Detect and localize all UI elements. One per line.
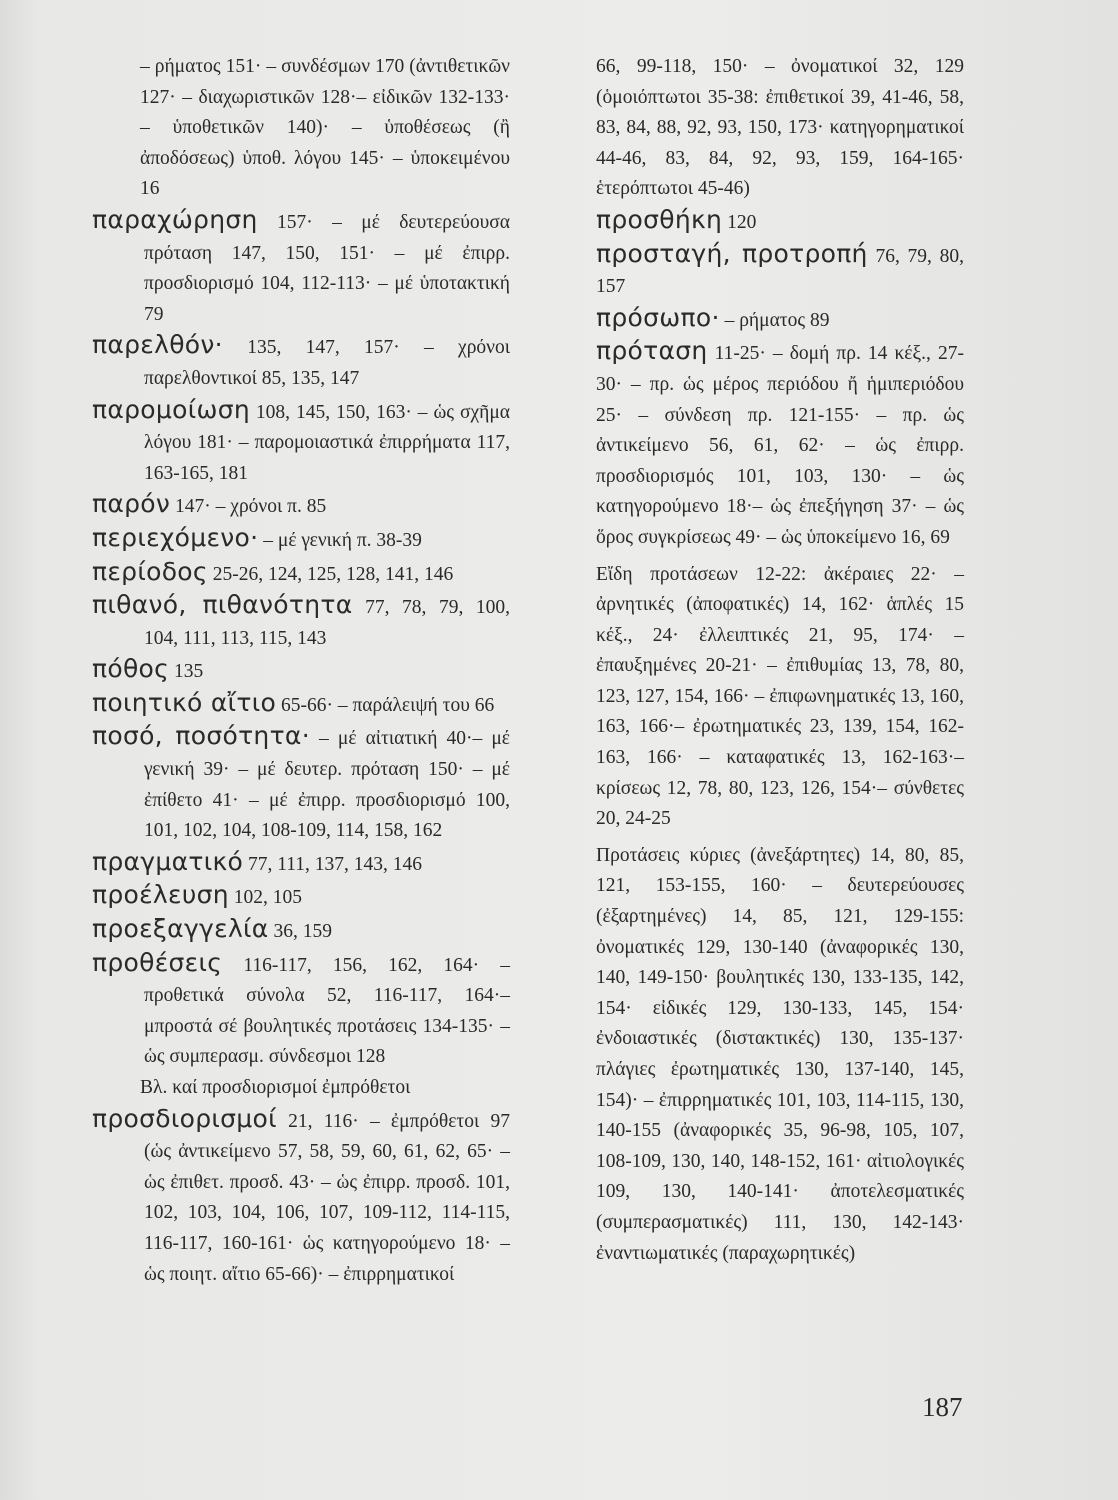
- index-entry-prosopo: [596, 303, 964, 337]
- entry-head: προσταγή, προτροπή: [596, 238, 868, 268]
- entry-head: πόθος: [92, 654, 170, 684]
- entry-head: παρόν: [92, 489, 171, 519]
- entry-head: ποιητικό αἴτιο: [92, 687, 277, 717]
- continued-entry: 66, 99-118, 150· – ὀνοματικοί 32, 129 (ὁμοιόπτωτοι 35-38: ἐπιθετικοί 39, 41-46, 58, 83, 84, 88, 92, 93, 150, 173· κατηγορηματικοί 44-46, 83, 84, 92, 93, 159, 164-165· ἑτερόπτωτοι 45-46): [596, 56, 964, 200]
- entry-head: περίοδος: [92, 556, 208, 586]
- entry-text: 147· – χρόνοι π. 85: [175, 496, 327, 518]
- entry-text: 108, 145, 150, 163· – ὡς σχῆμα λόγου 181· – παρομοιαστικά ἐπιρρήματα 117, 163-165, 181: [144, 401, 510, 484]
- entry-text: 120: [727, 211, 757, 233]
- index-entry-paron: [92, 489, 510, 523]
- entry-head: προσδιορισμοί: [92, 1103, 277, 1133]
- entry-text: 102, 105: [233, 887, 303, 909]
- continued-entry: – ρήματος 151· – συνδέσμων 170 (ἀντιθετικῶν 127· – διαχωριστικῶν 128·– εἰδικῶν 132-133· – ὑποθετικῶν 140)· – ὑποθέσεως (ἢ ἀποδόσεως) ὑποθ. λόγου 145· – ὑποκειμένου 16: [140, 56, 510, 200]
- entry-text: 65-66· – παράλειψή του 66: [280, 694, 495, 716]
- index-entry-proelefsi: [92, 880, 510, 914]
- index-entry-pragmatiko: [92, 847, 510, 881]
- entry-text: 135, 147, 157· – χρόνοι παρελθοντικοί 85, 135, 147: [144, 337, 510, 389]
- entry-text: 157· – μέ δευτερεύουσα πρόταση 147, 150, 151· – μέ ἐπιρρ. προσδιορισμό 104, 112-113· – μέ ὑποτακτική 79: [144, 211, 510, 325]
- index-entry-protasi: [596, 336, 964, 553]
- index-entry-prosthiki: [596, 205, 964, 239]
- index-entry-periodos: [92, 557, 510, 591]
- entry-head: ποσό, ποσότητα·: [92, 721, 310, 751]
- entry-head: προεξαγγελία: [92, 914, 269, 944]
- entry-head: προέλευση: [92, 880, 229, 910]
- entry-text: 21, 116· – ἐμπρόθετοι 97 (ὡς ἀντικείμενο 57, 58, 59, 60, 61, 62, 65· – ὡς ἐπιθετ. προσδ. 43· – ὡς ἐπιρρ. προσδ. 101, 102, 103, 104, 106, 107, 109-112, 114-115, 116-117, 160-161· ὡς κατηγορούμενο 18· – ὡς ποιητ. αἴτιο 65-66)· – ἐπιρρηματικοί: [144, 1110, 510, 1285]
- index-entry-poiitiko-aitio: [92, 688, 510, 722]
- entry-head: πρόταση: [596, 336, 708, 366]
- index-entry-parachorisi: [92, 205, 510, 330]
- entry-head: πρόσωπο·: [596, 302, 720, 332]
- entry-head: παρελθόν·: [92, 330, 223, 360]
- paragraph-protaseis-kyries: Προτάσεις κύριες (ἀνεξάρτητες) 14, 80, 85, 121, 153-155, 160· – δευτερεύουσες (ἐξαρτημένες) 14, 85, 121, 129-155: ὀνοματικές 129, 130-140 (ἀναφορικές 130, 140, 149-150· βουλητικές 130, 133-135, 142, 154· εἰδικές 129, 130-133, 145, 154· ἐνδοιαστικές (διστακτικές) 130, 135-137· πλάγιες ἐρωτηματικές 130, 137-140, 145, 154)· – ἐπιρρηματικές 101, 103, 114-115, 130, 140-155 (ἀναφορικές 35, 96-98, 105, 107, 108-109, 130, 140, 148-152, 161· αἰτιολογικές 109, 130, 140-141· ἀποτελεσματικές (συμπερασματικές) 111, 130, 142-143· ἐναντιωματικές (παραχωρητικές): [596, 844, 964, 1264]
- index-entry-prostagi: [596, 239, 964, 303]
- entry-text: 116-117, 156, 162, 164· – προθετικά σύνολα 52, 116-117, 164·– μπροστά σέ βουλητικές προτάσεις 134-135· – ὡς συμπερασμ. σύνδεσμοι 128: [144, 954, 510, 1068]
- entry-text: 135: [174, 661, 204, 683]
- entry-text: – μέ αἰτιατική 40·– μέ γενική 39· – μέ δευτερ. πρόταση 150· – μέ ἐπίθετο 41· – μέ ἐπιρρ. προσδιορισμό 100, 101, 102, 104, 108-109, 114, 158, 162: [144, 728, 510, 842]
- entry-text: – ρήματος 89: [724, 309, 830, 331]
- entry-head: πραγματικό: [92, 846, 244, 876]
- index-entry-proexangelia: [92, 914, 510, 948]
- see-also-reference: [92, 1073, 510, 1104]
- entry-head: παρομοίωση: [92, 394, 250, 424]
- entry-head: πιθανό, πιθανότητα: [92, 590, 353, 620]
- entry-text: 11-25· – δομή πρ. 14 κέξ., 27-30· – πρ. ὡς μέρος περιόδου ἤ ἡμιπεριόδου 25· – σύνδεση πρ. 121-155· – πρ. ὡς ἀντικείμενο 56, 61, 62· – ὡς ἐπιρρ. προσδιορισμός 101, 103, 130· – ὡς κατηγορούμενο 18·– ὡς ἐπεξήγηση 37· – ὡς ὅρος συγκρίσεως 49· – ὡς ὑποκείμενο 16, 69: [596, 343, 964, 548]
- index-column-right: [596, 52, 964, 1269]
- index-entry-paromoiosi: [92, 395, 510, 490]
- entry-text: 36, 159: [273, 921, 332, 943]
- entry-text: 76, 79, 80, 157: [596, 245, 965, 298]
- entry-text: 77, 111, 137, 143, 146: [248, 853, 423, 875]
- index-entry-parelthon: [92, 330, 510, 394]
- entry-head: παραχώρηση: [92, 204, 258, 234]
- entry-head: προθέσεις: [92, 947, 223, 977]
- entry-text: 77, 78, 79, 100, 104, 111, 113, 115, 143: [144, 597, 510, 649]
- entry-text: – μέ γενική π. 38-39: [263, 529, 422, 551]
- index-entry-prosdiorismoi: [92, 1104, 510, 1291]
- entry-head: περιεχόμενο·: [92, 522, 259, 552]
- entry-head: προσθήκη: [596, 204, 723, 234]
- entry-text: 25-26, 124, 125, 128, 141, 146: [212, 563, 454, 585]
- page-number: 187: [922, 1392, 963, 1422]
- paragraph-eidi-protaseon: Εἴδη προτάσεων 12-22: ἀκέραιες 22· – ἀρνητικές (ἀποφατικές) 14, 162· ἁπλές 15 κέξ., 24· ἐλλειπτικές 21, 95, 174· – ἐπαυξημένες 20-21· – ἐπιθυμίας 13, 78, 80, 123, 127, 154, 166· – ἐπιφωνηματικές 13, 160, 163, 166·– ἐρωτηματικές 23, 139, 154, 162-163, 166· – καταφατικές 13, 162-163·– κρίσεως 12, 78, 80, 123, 126, 154·– σύνθετες 20, 24-25: [596, 563, 964, 830]
- entry-text: Βλ. καί προσδιορισμοί ἐμπρόθετοι: [140, 1077, 411, 1098]
- index-entry-protheseis: [92, 948, 510, 1073]
- index-entry-poso: [92, 721, 510, 846]
- index-column-left: [92, 52, 510, 1290]
- index-entry-pothos: [92, 654, 510, 688]
- index-entry-periechomeno: [92, 523, 510, 557]
- index-entry-pithano: [92, 590, 510, 654]
